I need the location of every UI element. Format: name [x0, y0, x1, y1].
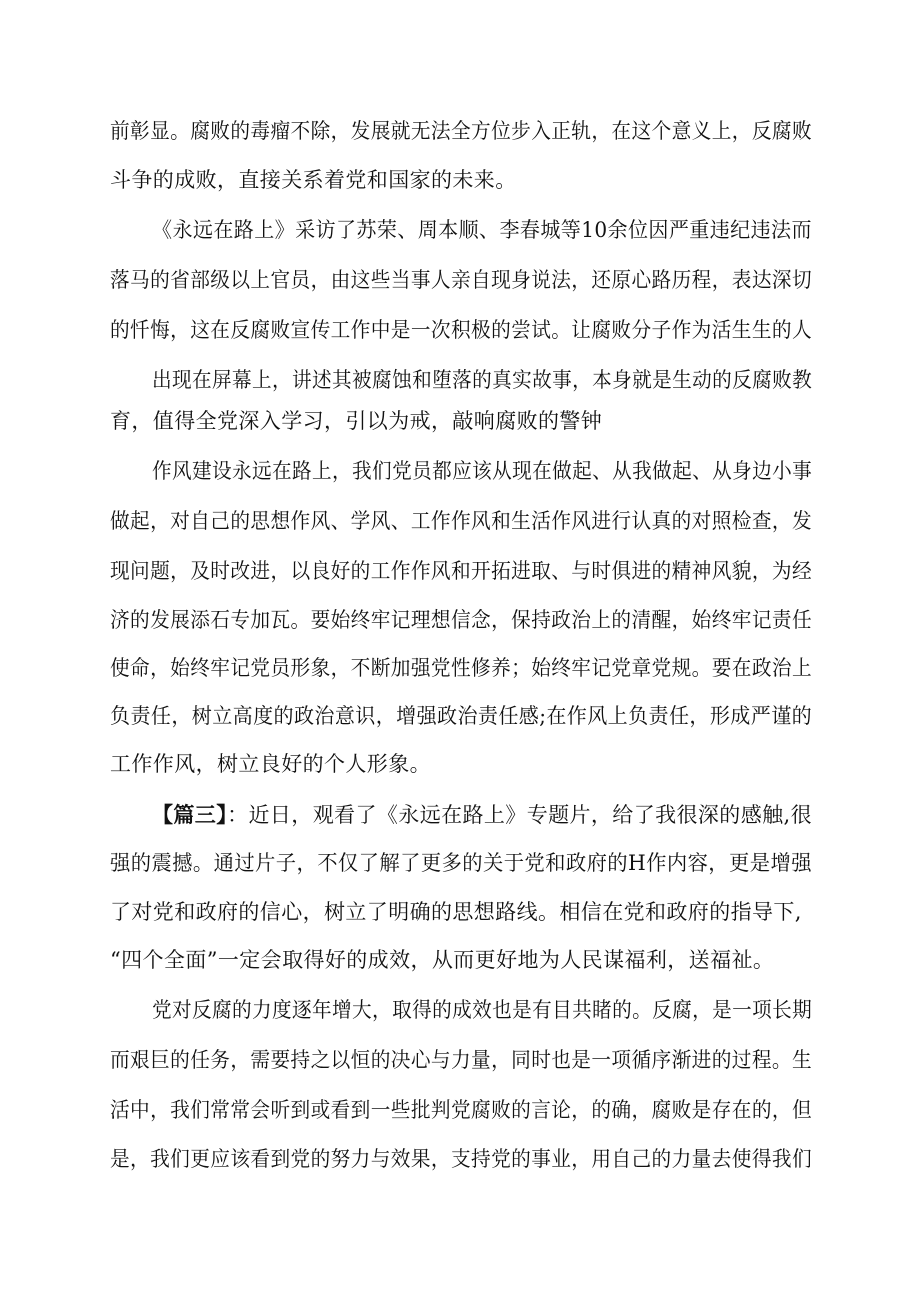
- text-line: 活中，我们常常会听到或看到一些批判党腐败的言论，的确，腐败是存在的，但: [110, 1098, 812, 1122]
- text-line: 强的震撼。通过片子，不仅了解了更多的关于党和政府的H作内容，更是增强: [110, 851, 812, 875]
- text-line-with-heading: [152, 801, 812, 829]
- text-line: 工作作风，树立良好的个人形象。: [110, 752, 431, 776]
- text-line: 做起，对自己的思想作风、学风、工作作风和生活作风进行认真的对照检查，发: [110, 509, 812, 533]
- text-line: 作风建设永远在路上，我们党员都应该从现在做起、从我做起、从身边小事: [152, 459, 813, 483]
- text-line: 济的发展添石专加瓦。要始终牢记理想信念，保持政治上的清醒，始终牢记责任: [110, 608, 812, 632]
- text-line: 负责任，树立高度的政治意识，增强政治责任感;在作风上负责任，形成严谨的: [110, 704, 813, 728]
- text-line: 育，值得全党深入学习，引以为戒，敲响腐败的警钟: [110, 409, 603, 433]
- section-heading: 【篇三】: [152, 802, 228, 827]
- text-line: 党对反腐的力度逐年增大，取得的成效也是有目共睹的。反腐，是一项长期: [152, 998, 813, 1022]
- text-line: 而艰巨的任务，需要持之以恒的决心与力量，同时也是一项循序渐进的过程。生: [110, 1048, 812, 1072]
- text-line: 前彰显。腐败的毒瘤不除，发展就无法全方位步入正轨，在这个意义上，反腐败: [110, 119, 812, 143]
- text-span: ：近日，观看了《永远在路上》专题片，给了我很深的感触,很: [227, 803, 812, 827]
- text-line: 现问题，及时改进，以良好的工作作风和开拓进取、与时俱进的精神风貌，为经: [110, 559, 812, 583]
- text-line: 《永远在路上》采访了苏荣、周本顺、李春城等10余位因严重违纪违法而: [152, 218, 812, 242]
- text-line: 斗争的成败，直接关系着党和国家的未来。: [110, 168, 517, 192]
- text-line: 使命，始终牢记党员形象，不断加强党性修养；始终牢记党章党规。要在政治上: [110, 656, 812, 680]
- text-line: 了对党和政府的信心，树立了明确的思想路线。相信在党和政府的指导下,: [110, 900, 802, 924]
- text-line: 是，我们更应该看到党的努力与效果，支持党的事业，用自己的力量去使得我们: [110, 1147, 812, 1171]
- text-line: 的忏悔，这在反腐败宣传工作中是一次积极的尝试。让腐败分子作为活生生的人: [110, 318, 812, 342]
- text-line: 落马的省部级以上官员，由这些当事人亲自现身说法，还原心路历程，表达深切: [110, 268, 812, 292]
- text-line: “四个全面”一定会取得好的成效，从而更好地为人民谋福利，送福祉。: [110, 948, 775, 972]
- text-line: 出现在屏幕上，讲述其被腐蚀和堕落的真实故事，本身就是生动的反腐败教: [152, 368, 813, 392]
